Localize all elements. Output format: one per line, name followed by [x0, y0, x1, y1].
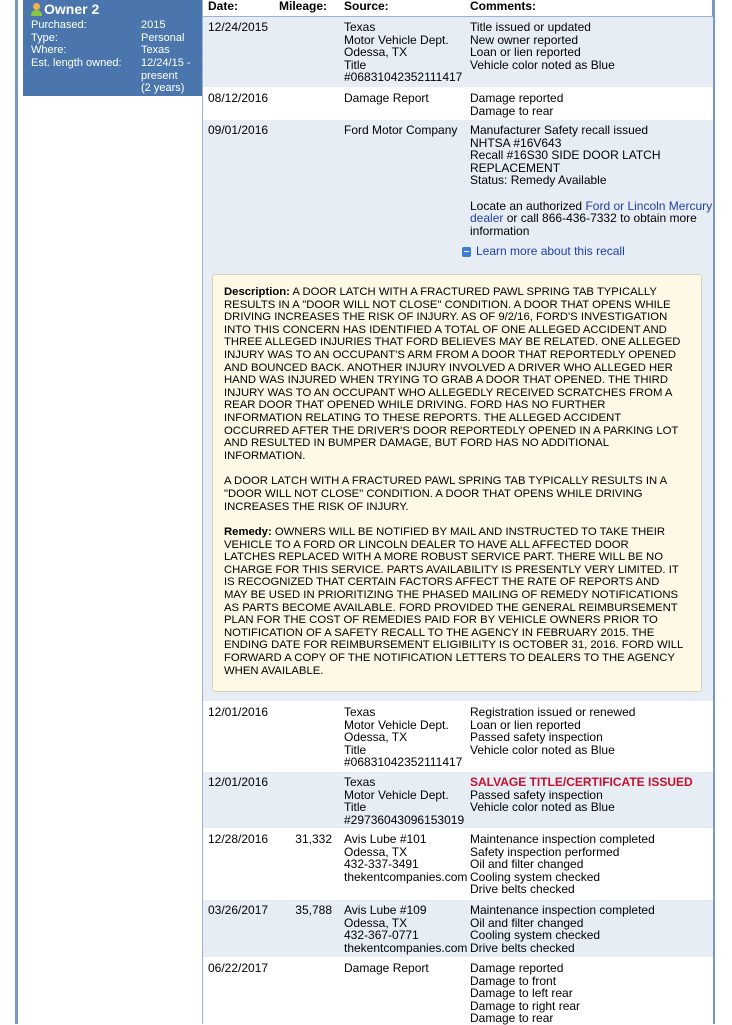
- source-cell: Damage Report: [344, 91, 429, 105]
- source-cell: Avis Lube #101 Odessa, TX 432-337-3491 thekentcompanies.com: [344, 832, 468, 884]
- source-cell: Texas Motor Vehicle Dept. Odessa, TX Title #06831042352111417: [344, 705, 463, 770]
- owner-field-type: Type: Personal: [31, 32, 185, 44]
- history-table: [202, 0, 715, 1024]
- header-source: Source:: [344, 0, 389, 13]
- comments-cell: Maintenance inspection completed Safety inspection performed Oil and filter changed Cooling system checked Drive belts checked: [470, 832, 655, 897]
- salvage-title-alert: SALVAGE TITLE/CERTIFICATE ISSUED: [470, 775, 693, 789]
- source-cell: Ford Motor Company: [344, 123, 458, 137]
- person-icon: [31, 2, 42, 16]
- comments-cell: Registration issued or renewed Loan or lien reported Passed safety inspection Vehicle color noted as Blue: [470, 705, 636, 757]
- source-cell: Texas Motor Vehicle Dept. Title #29736043096153019: [344, 775, 465, 827]
- learn-more-recall-link[interactable]: Learn more about this recall: [462, 245, 710, 258]
- collapse-icon[interactable]: [462, 247, 471, 257]
- source-cell: Damage Report: [344, 961, 429, 975]
- table-row: 12/28/2016 31,332 Avis Lube #101 Odessa, TX 432-337-3491 thekentcompanies.com Maintenance inspection completed Safety inspection performed Oil and filter changed Cooling system checked Drive belts checked: [203, 829, 713, 900]
- table-row-recall: 09/01/2016 Ford Motor Company Manufacturer Safety recall issued NHTSA #16V643 Recall #16S30 SIDE DOOR LATCH REPLACEMENT Status: Remedy Available Locate an authorized Ford or Lincoln Mercury dealer or call 866-436-7332 to obtain more information Learn more about this recall Description: A DOOR LATCH WITH A FRACTURED PAWL SPRING TAB TYPICALLY RESULTS IN A "DOOR WILL NOT CLOSE" CONDITION. A DOOR THAT OPENS WHILE DRIVING INCREASES THE RISK OF INJURY. AS OF 9/2/16, FORD'S INVESTIGATION INTO THIS CONCERN HAS IDENTIFIED A TOTAL OF ONE ALLEGED ACCIDENT AND THREE ALLEGED INJURIES THAT FORD BELIEVES MAY BE RELATED. ONE ALLEGED INJURY WAS TO AN OCCUPANT'S ARM FROM A DOOR THAT REPORTEDLY OPENED AND BOUNCED BACK. ANOTHER INJURY INVOLVED A DRIVER WHO ALLEGED HER HAND WAS INJURED WHEN TRYING TO GRAB A DOOR THAT OPENED. THE THIRD INJURY WAS TO AN OCCUPANT WHO ALLEGEDLY RECEIVED SCRATCHES FROM A REAR DOOR THAT OPENED WHILE DRIVING. FORD HAS NO FURTHER INFORMATION RELATING TO THESE REPORTS. THE ALLEGED ACCIDENT OCCURRED AFTER THE DRIVER'S DOOR REPORTEDLY OPENED IN A PARKING LOT AND RESULTED IN BUMPER DAMAGE, BUT FORD HAS NO ADDITIONAL INFORMATION. A DOOR LATCH WITH A FRACTURED PAWL SPRING TAB TYPICALLY RESULTS IN A "DOOR WILL NOT CLOSE" CONDITION. A DOOR THAT OPENS WHILE DRIVING INCREASES THE RISK OF INJURY. Remedy: OWNERS WILL BE NOTIFIED BY MAIL AND INSTRUCTED TO TAKE THEIR VEHICLE TO A FORD OR LINCOLN DEALER TO HAVE ALL AFFECTED DOOR LATCHES REPLACED WITH A MORE ROBUST SERVICE PART. THERE WILL BE NO CHARGE FOR THIS SERVICE. PARTS AVAILABILITY IS PRESENTLY VERY LIMITED. IT IS RECOGNIZED THAT CERTAIN FACTORS AFFECT THE RATE OF REPORTS AND MAY BE USED IN PRIORITIZING THE PHASED MAILING OF REMEDY NOTIFICATIONS AS PARTS BECOME AVAILABLE. FORD PROVIDED THE GENERAL REIMBURSEMENT PLAN FOR THE COST OF REMEDIES PAID FOR BY VEHICLE OWNERS PRIOR TO NOTIFICATION OF A SAFETY RECALL TO THE AGENCY IN FEBRUARY 2015. THE ENDING DATE FOR REIMBURSEMENT ELIGIBILITY IS OCTOBER 31, 2016. FORD WILL FORWARD A COPY OF THE NOTIFICATION LETTERS TO DEALERS TO THE AGENCY WHEN AVAILABLE.: [203, 120, 713, 702]
- recall-details-box: [212, 274, 702, 692]
- owner-heading: [31, 1, 99, 17]
- left-frame-border: [15, 0, 18, 1024]
- comments-cell: Title issued or updated New owner reported Loan or lien reported Vehicle color noted as Blue: [470, 20, 615, 72]
- owner-field-purchased: Purchased: 2015: [31, 19, 166, 31]
- owner-panel: [23, 0, 202, 96]
- owner-field-where: Where: Texas: [31, 44, 170, 56]
- owner-title: Owner 2: [44, 1, 100, 17]
- recall-summary: A DOOR LATCH WITH A FRACTURED PAWL SPRING TAB TYPICALLY RESULTS IN A "DOOR WILL NOT CLOSE" CONDITION. A DOOR THAT OPENS WHILE DRIVING INCREASES THE RISK OF INJURY.: [224, 475, 668, 513]
- table-row: 06/22/2017 Damage Report Damage reported Damage to front Damage to left rear Damage to right rear Damage to rear: [203, 958, 713, 1025]
- comments-cell: Damage reported Damage to front Damage to left rear Damage to right rear Damage to rear: [470, 961, 581, 1025]
- header-date: Date:: [208, 0, 239, 13]
- comments-cell: Damage reported Damage to rear: [470, 91, 564, 118]
- comments-cell: SALVAGE TITLE/CERTIFICATE ISSUED Passed safety inspection Vehicle color noted as Blue: [470, 776, 710, 814]
- dealer-link[interactable]: Ford or Lincoln Mercury: [585, 198, 713, 213]
- header-mileage: Mileage:: [279, 0, 328, 13]
- source-cell: Texas Motor Vehicle Dept. Odessa, TX Title #06831042352111417: [344, 20, 463, 85]
- comments-cell: Maintenance inspection completed Oil and filter changed Cooling system checked Drive belts checked: [470, 903, 655, 955]
- table-row: 12/01/2016 Texas Motor Vehicle Dept. Odessa, TX Title #06831042352111417 Registration issued or renewed Loan or lien reported Passed safety inspection Vehicle color noted as Blue: [203, 702, 713, 772]
- owner-field-length: Est. length owned: 12/24/15 - present (2 years): [31, 57, 191, 94]
- source-cell: Avis Lube #109 Odessa, TX 432-367-0771 thekentcompanies.com: [344, 903, 468, 955]
- table-header: [203, 0, 713, 17]
- recall-remedy: Remedy: OWNERS WILL BE NOTIFIED BY MAIL AND INSTRUCTED TO TAKE THEIR VEHICLE TO A FORD OR LINCOLN DEALER TO HAVE ALL AFFECTED DOOR LATCHES REPLACED WITH A MORE ROBUST SERVICE PART. THERE WILL BE NO CHARGE FOR THIS SERVICE. PARTS AVAILABILITY IS PRESENTLY VERY LIMITED. IT IS RECOGNIZED THAT CERTAIN FACTORS AFFECT THE RATE OF REPORTS AND MAY BE USED IN PRIORITIZING THE PHASED MAILING OF REMEDY NOTIFICATIONS AS PARTS BECOME AVAILABLE. FORD PROVIDED THE GENERAL REIMBURSEMENT PLAN FOR THE COST OF REMEDIES PAID FOR BY VEHICLE OWNERS PRIOR TO NOTIFICATION OF A SAFETY RECALL TO THE AGENCY IN FEBRUARY 2015. THE ENDING DATE FOR REIMBURSEMENT ELIGIBILITY IS OCTOBER 31, 2016. FORD WILL FORWARD A COPY OF THE NOTIFICATION LETTERS TO DEALERS TO THE AGENCY WHEN AVAILABLE.: [224, 526, 684, 677]
- table-row: 12/24/2015 Texas Motor Vehicle Dept. Odessa, TX Title #06831042352111417 Title issued or updated New owner reported Loan or lien reported Vehicle color noted as Blue: [203, 17, 713, 88]
- table-row: 03/26/2017 35,788 Avis Lube #109 Odessa, TX 432-367-0771 thekentcompanies.com Maintenance inspection completed Oil and filter changed Cooling system checked Drive belts checked: [203, 900, 713, 958]
- table-row: 08/12/2016 Damage Report Damage reported Damage to rear: [203, 88, 713, 120]
- table-row: 12/01/2016 Texas Motor Vehicle Dept. Title #29736043096153019 SALVAGE TITLE/CERTIFICATE ISSUED Passed safety inspection Vehicle color noted as Blue: [203, 772, 713, 829]
- comments-cell: Manufacturer Safety recall issued NHTSA #16V643 Recall #16S30 SIDE DOOR LATCH REPLACEMENT Status: Remedy Available Locate an authorized Ford or Lincoln Mercury dealer or call 866-436-7332 to obtain more information Learn more about this recall: [470, 124, 710, 258]
- header-comments: Comments:: [470, 0, 537, 13]
- dealer-link-cont[interactable]: dealer: [470, 211, 504, 226]
- recall-description: Description: A DOOR LATCH WITH A FRACTURED PAWL SPRING TAB TYPICALLY RESULTS IN A "DOOR WILL NOT CLOSE" CONDITION. A DOOR THAT OPENS WHILE DRIVING INCREASES THE RISK OF INJURY. AS OF 9/2/16, FORD'S INVESTIGATION INTO THIS CONCERN HAS IDENTIFIED A TOTAL OF ONE ALLEGED ACCIDENT AND THREE ALLEGED INJURIES THAT FORD BELIEVES MAY BE RELATED. ONE ALLEGED INJURY WAS TO AN OCCUPANT'S ARM FROM A DOOR THAT REPORTEDLY OPENED AND BOUNCED BACK. ANOTHER INJURY INVOLVED A DRIVER WHO ALLEGED HER HAND WAS INJURED WHEN TRYING TO GRAB A DOOR THAT OPENED. THE THIRD INJURY WAS TO AN OCCUPANT WHO ALLEGEDLY RECEIVED SCRATCHES FROM A REAR DOOR THAT OPENED WHILE DRIVING. FORD HAS NO FURTHER INFORMATION RELATING TO THESE REPORTS. THE ALLEGED ACCIDENT OCCURRED AFTER THE DRIVER'S DOOR REPORTEDLY OPENED IN A PARKING LOT AND RESULTED IN BUMPER DAMAGE, BUT FORD HAS NO ADDITIONAL INFORMATION.: [224, 286, 681, 462]
